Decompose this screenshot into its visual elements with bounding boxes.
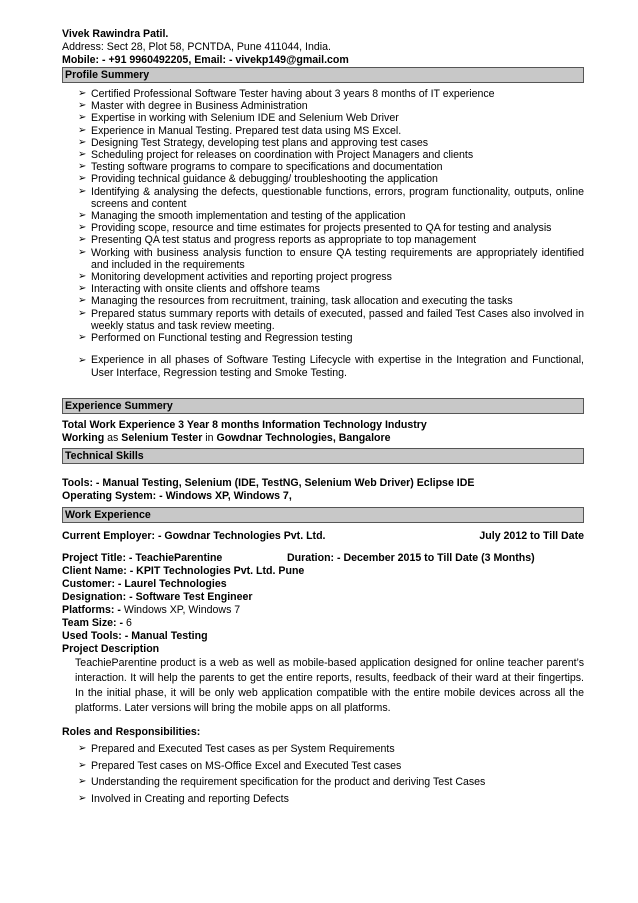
arrow-bullet-icon: ➢ [78, 743, 87, 755]
project-title: Project Title: - TeachieParentine [62, 552, 223, 565]
list-item [62, 774, 584, 791]
list-item [62, 112, 584, 124]
list-item-text: Involved in Creating and reporting Defects [91, 792, 289, 805]
arrow-bullet-icon: ➢ [78, 222, 87, 234]
arrow-bullet-icon: ➢ [78, 210, 87, 222]
list-item [62, 791, 584, 808]
customer-name: Customer: - Laurel Technologies [62, 578, 227, 591]
arrow-bullet-icon: ➢ [78, 307, 87, 319]
list-item-text: Presenting QA test status and progress reports as appropriate to top management [91, 234, 477, 247]
list-item-text: Master with degree in Business Administration [91, 100, 308, 113]
list-item-text: Identifying & analysing the defects, questionable functions, errors, program functionality, outputs, online screens and content [91, 185, 584, 210]
arrow-bullet-icon: ➢ [78, 283, 87, 295]
platforms: Platforms: - Windows XP, Windows 7 [62, 604, 241, 617]
profile-list [62, 88, 584, 344]
arrow-bullet-icon: ➢ [78, 124, 87, 136]
list-item-text: Understanding the requirement specification for the product and deriving Test Cases [91, 776, 486, 789]
arrow-bullet-icon: ➢ [78, 149, 87, 161]
list-item [62, 758, 584, 775]
arrow-bullet-icon: ➢ [78, 173, 87, 185]
arrow-bullet-icon: ➢ [78, 136, 87, 148]
list-item [62, 88, 584, 100]
list-item [62, 149, 584, 161]
list-item [62, 308, 584, 332]
list-item-text: Managing the resources from recruitment, training, task allocation and executing the tasks [91, 295, 513, 308]
tools-line: Tools: - Manual Testing, Selenium (IDE, TestNG, Selenium Web Driver) Eclipse IDE [62, 477, 475, 490]
list-item-text: Expertise in working with Selenium IDE and Selenium Web Driver [91, 112, 399, 125]
list-item-text: Monitoring development activities and reporting project progress [91, 271, 392, 284]
candidate-contact: Mobile: - +91 9960492205, Email: - vivekp149@gmail.com [62, 54, 349, 66]
arrow-bullet-icon: ➢ [78, 234, 87, 246]
project-row [62, 552, 584, 565]
list-item-text: Certified Professional Software Tester having about 3 years 8 months of IT experience [91, 88, 495, 100]
employer-name: Current Employer: - Gowdnar Technologies Pvt. Ltd. [62, 530, 326, 543]
list-item [62, 295, 584, 307]
employer-row [62, 530, 584, 543]
list-item-text: Scheduling project for releases on coordination with Project Managers and clients [91, 149, 474, 162]
arrow-bullet-icon: ➢ [78, 185, 87, 197]
current-role: Working as Selenium Tester in Gowdnar Technologies, Bangalore [62, 432, 391, 445]
list-item-text: Providing technical guidance & debugging/ troubleshooting the application [91, 173, 438, 186]
list-item [62, 247, 584, 271]
designation: Designation: - Software Test Engineer [62, 591, 253, 604]
list-item [62, 222, 584, 234]
skills-section-header: Technical Skills [62, 448, 584, 464]
arrow-bullet-icon: ➢ [78, 112, 87, 124]
list-item [62, 100, 584, 112]
resume-page [62, 28, 584, 807]
arrow-bullet-icon: ➢ [78, 355, 87, 367]
project-description: TeachieParentine product is a web as well as mobile-based application designed for online teacher parent’s interaction. It will help the parents to get the entire reports, results, feedback of their ward at their fingertips. In the initial phase, it will be only web application compatible with the entire mobile devices across all the platforms. Later versions will bring the mobile apps on all platforms. [75, 657, 584, 715]
list-item-text: Interacting with onsite clients and offshore teams [91, 283, 320, 296]
arrow-bullet-icon: ➢ [78, 88, 87, 99]
list-item [62, 137, 584, 149]
candidate-name: Vivek Rawindra Patil. [62, 28, 169, 40]
candidate-address: Address: Sect 28, Plot 58, PCNTDA, Pune 411044, India. [62, 41, 331, 53]
used-tools: Used Tools: - Manual Testing [62, 630, 208, 643]
list-item [62, 173, 584, 185]
team-size: Team Size: - 6 [62, 617, 132, 630]
list-item [62, 186, 584, 210]
list-item [62, 234, 584, 246]
arrow-bullet-icon: ➢ [78, 271, 87, 283]
list-item [62, 125, 584, 137]
arrow-bullet-icon: ➢ [78, 246, 87, 258]
arrow-bullet-icon: ➢ [78, 759, 87, 771]
list-item-text: Working with business analysis function to ensure QA testing requirements are appropriately identified and included in the requirements [91, 246, 584, 271]
client-name: Client Name: - KPIT Technologies Pvt. Ltd. Pune [62, 565, 305, 578]
project-description-label: Project Description [62, 643, 160, 656]
list-item-text: Experience in Manual Testing. Prepared test data using MS Excel. [91, 124, 402, 137]
roles-label: Roles and Responsibilities: [62, 726, 201, 739]
experience-section-header: Experience Summery [62, 398, 584, 414]
list-item [62, 332, 584, 344]
roles-list [62, 741, 584, 807]
arrow-bullet-icon: ➢ [78, 776, 87, 788]
project-duration: Duration: - December 2015 to Till Date (3 Months) [287, 552, 535, 565]
list-item: ➢ Experience in all phases of Software Testing Lifecycle with expertise in the Integration and Functional, User Interface, Regression testing and Smoke Testing. [78, 354, 584, 380]
list-item-text: Providing scope, resource and time estimates for projects presented to QA for testing and analysis [91, 222, 552, 235]
list-item-text: Performed on Functional testing and Regression testing [91, 332, 353, 345]
list-item [62, 210, 584, 222]
list-item [62, 161, 584, 173]
list-item [62, 741, 584, 758]
profile-list-extra [62, 354, 584, 380]
list-item-text: Prepared status summary reports with details of executed, passed and failed Test Cases also involved in weekly status and task review meeting. [91, 307, 584, 332]
list-item-text: Designing Test Strategy, developing test plans and approving test cases [91, 136, 429, 149]
arrow-bullet-icon: ➢ [78, 332, 87, 344]
arrow-bullet-icon: ➢ [78, 295, 87, 307]
work-section-header: Work Experience [62, 507, 584, 523]
list-item [62, 283, 584, 295]
list-item-text: Prepared Test cases on MS-Office Excel and Executed Test cases [91, 759, 402, 772]
list-item-text: Managing the smooth implementation and testing of the application [91, 210, 406, 223]
arrow-bullet-icon: ➢ [78, 161, 87, 173]
list-item-text: Testing software programs to compare to specifications and documentation [91, 161, 443, 174]
list-item [62, 271, 584, 283]
arrow-bullet-icon: ➢ [78, 792, 87, 804]
employer-dates: July 2012 to Till Date [479, 530, 584, 543]
list-item-text: Prepared and Executed Test cases as per System Requirements [91, 743, 395, 756]
total-experience: Total Work Experience 3 Year 8 months Information Technology Industry [62, 419, 427, 432]
os-line: Operating System: - Windows XP, Windows 7, [62, 490, 292, 503]
arrow-bullet-icon: ➢ [78, 100, 87, 112]
profile-section-header: Profile Summery [62, 67, 584, 83]
